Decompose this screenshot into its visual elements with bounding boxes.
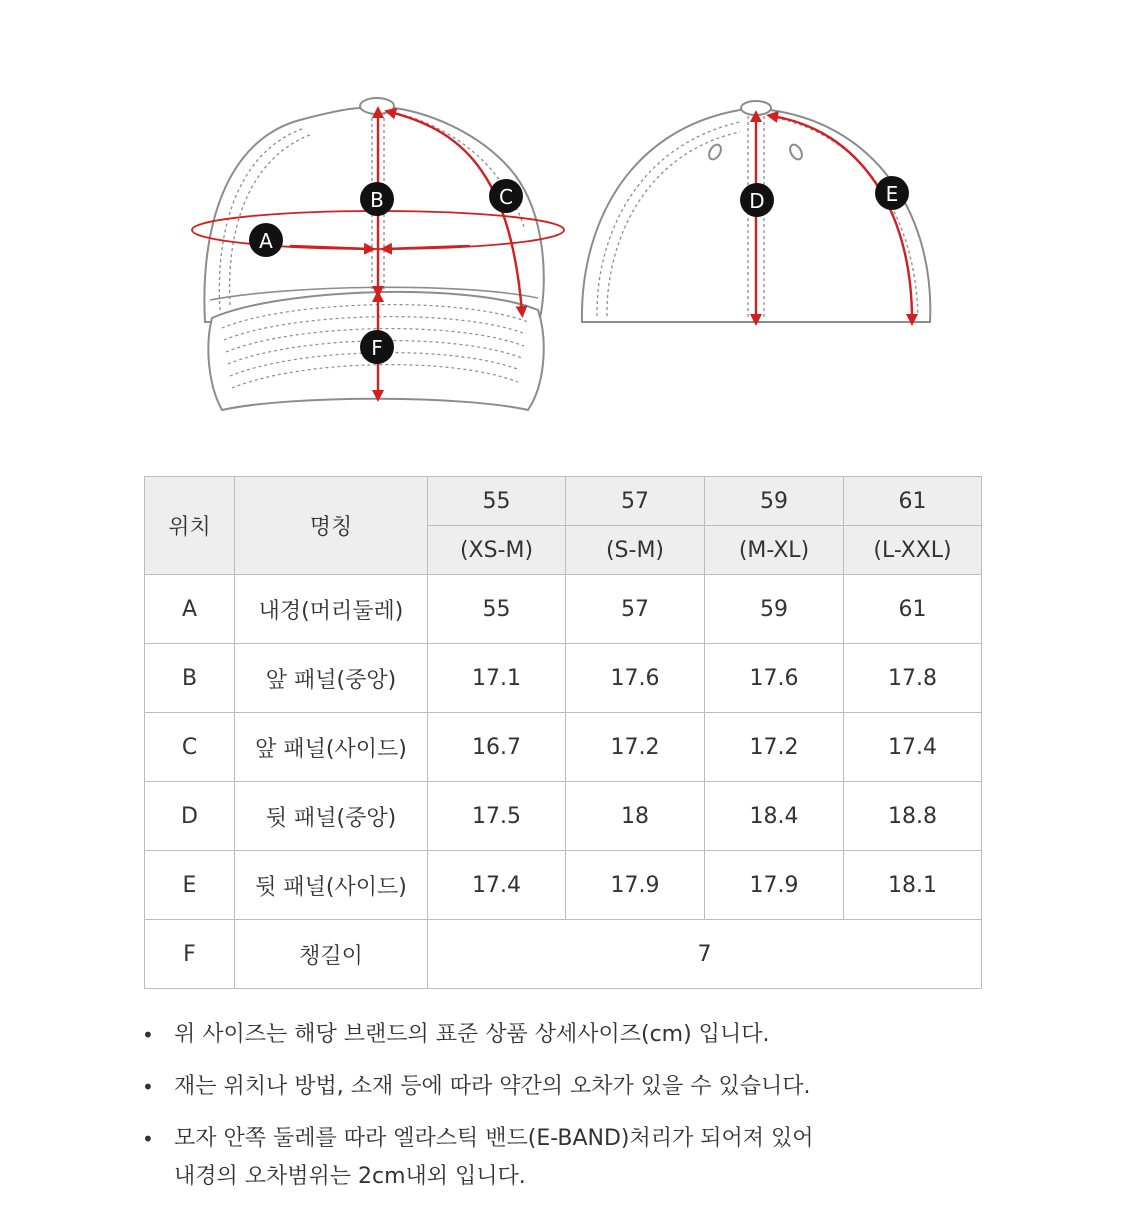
cap-measurement-diagram [0, 0, 1125, 440]
badge-f [360, 330, 394, 364]
row-value: 17.6 [705, 644, 844, 713]
row-value: 17.9 [705, 851, 844, 920]
row-value: 59 [705, 575, 844, 644]
note-text-continued: 내경의 오차범위는 2cm내외 입니다. [174, 1164, 526, 1189]
header-size-num: 59 [705, 477, 844, 526]
row-position: B [145, 644, 235, 713]
header-size-num: 55 [428, 477, 566, 526]
row-value: 18 [566, 782, 705, 851]
row-value-merged: 7 [428, 920, 982, 989]
row-position: D [145, 782, 235, 851]
note-text: 모자 안쪽 둘레를 따라 엘라스틱 밴드(E-BAND)처리가 되어져 있어 [174, 1126, 814, 1151]
badge-a-label: A [259, 229, 273, 253]
badge-d [740, 183, 774, 217]
row-value: 57 [566, 575, 705, 644]
row-value: 16.7 [428, 713, 566, 782]
row-value: 17.6 [566, 644, 705, 713]
row-value: 18.4 [705, 782, 844, 851]
badge-c [489, 179, 523, 213]
table-row [145, 575, 982, 644]
row-value: 55 [428, 575, 566, 644]
row-value: 17.9 [566, 851, 705, 920]
notes-list [140, 1016, 1040, 1210]
header-size-num: 57 [566, 477, 705, 526]
badge-e-label: E [885, 182, 899, 206]
bullet-icon: • [142, 1023, 154, 1047]
badge-f-label: F [371, 336, 383, 360]
table-header-row [145, 477, 982, 526]
header-size-range: (M-XL) [705, 526, 844, 575]
row-value: 18.8 [844, 782, 982, 851]
note-text: 재는 위치나 방법, 소재 등에 따라 약간의 오차가 있을 수 있습니다. [174, 1074, 811, 1099]
bullet-icon: • [142, 1075, 154, 1099]
badge-d-label: D [749, 189, 765, 213]
row-value: 18.1 [844, 851, 982, 920]
row-position: A [145, 575, 235, 644]
row-value: 17.2 [705, 713, 844, 782]
note-text: 위 사이즈는 해당 브랜드의 표준 상품 상세사이즈(cm) 입니다. [174, 1022, 770, 1047]
header-size-num: 61 [844, 477, 982, 526]
row-value: 17.5 [428, 782, 566, 851]
note-item [140, 1016, 1040, 1054]
header-name: 명칭 [235, 477, 428, 575]
header-size-range: (L-XXL) [844, 526, 982, 575]
bullet-icon: • [142, 1127, 154, 1151]
row-value: 17.4 [844, 713, 982, 782]
badge-e [875, 176, 909, 210]
row-name: 내경(머리둘레) [235, 575, 428, 644]
size-table [144, 476, 982, 989]
note-item [140, 1120, 1040, 1196]
row-position: C [145, 713, 235, 782]
header-size-range: (S-M) [566, 526, 705, 575]
row-value: 17.2 [566, 713, 705, 782]
row-value: 17.8 [844, 644, 982, 713]
row-name: 챙길이 [235, 920, 428, 989]
table-row-brim [145, 920, 982, 989]
row-position: E [145, 851, 235, 920]
row-name: 뒷 패널(중앙) [235, 782, 428, 851]
row-name: 앞 패널(사이드) [235, 713, 428, 782]
row-value: 17.1 [428, 644, 566, 713]
row-position: F [145, 920, 235, 989]
row-name: 앞 패널(중앙) [235, 644, 428, 713]
badge-b-label: B [370, 188, 384, 212]
table-row [145, 713, 982, 782]
row-name: 뒷 패널(사이드) [235, 851, 428, 920]
row-value: 61 [844, 575, 982, 644]
badge-c-label: C [499, 185, 513, 209]
row-value: 17.4 [428, 851, 566, 920]
header-size-range: (XS-M) [428, 526, 566, 575]
badge-b [360, 182, 394, 216]
table-row [145, 782, 982, 851]
table-row [145, 851, 982, 920]
table-row [145, 644, 982, 713]
note-item [140, 1068, 1040, 1106]
badge-a [249, 223, 283, 257]
header-position: 위치 [145, 477, 235, 575]
